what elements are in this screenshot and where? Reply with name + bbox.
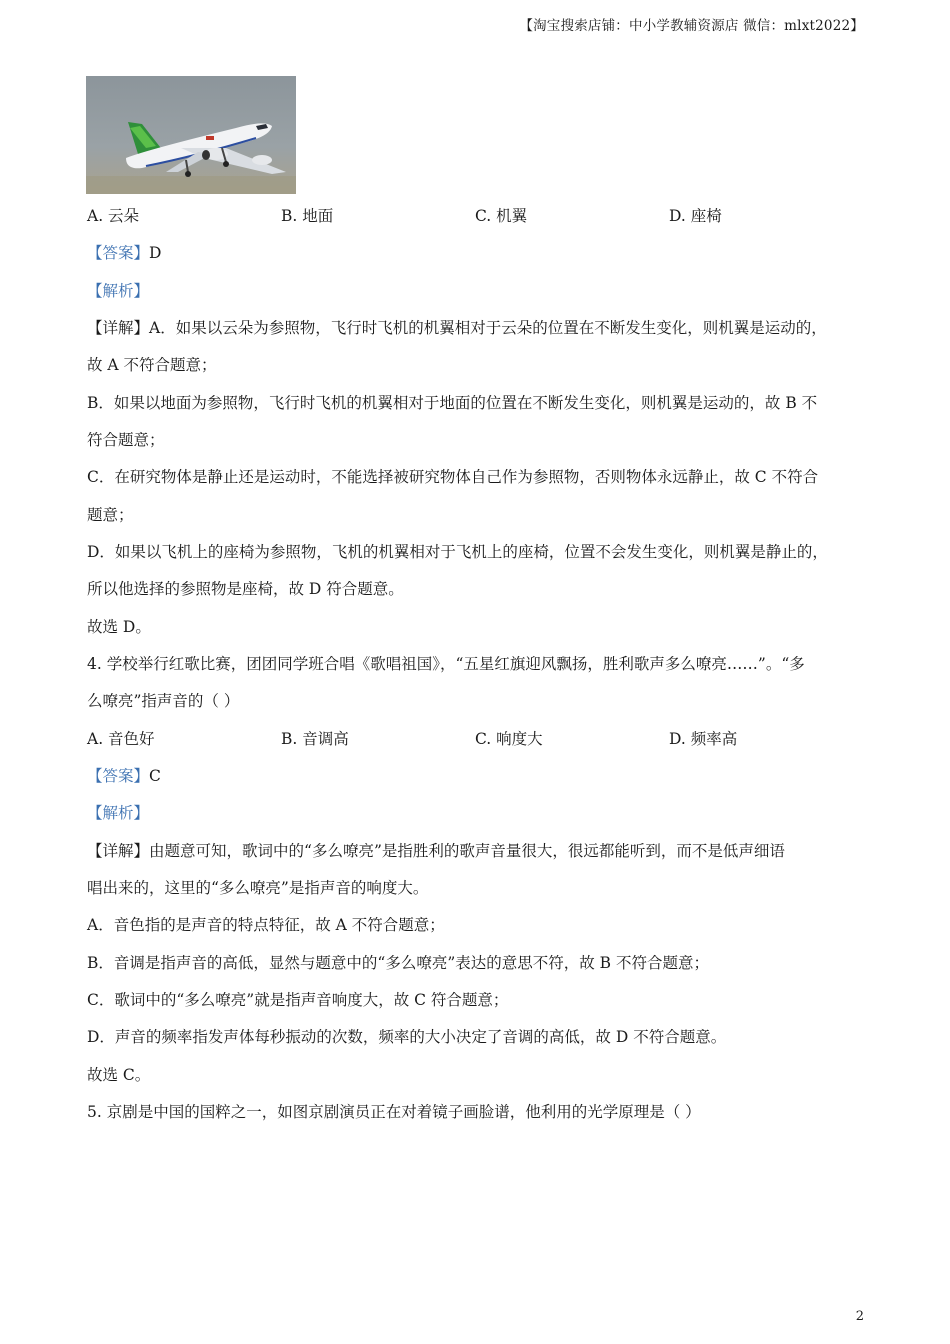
q4-detail-line: 唱出来的，这里的“多么嘹亮”是指声音的响度大。: [87, 879, 429, 897]
answer-tag: 【答案】: [87, 244, 150, 262]
q4-detail-line: [87, 841, 785, 861]
q4-option-d: D. 频率高: [669, 730, 738, 748]
q3-detail-line: 符合题意；: [87, 431, 165, 449]
q4-conclusion: 故选 C。: [87, 1066, 151, 1084]
q3-option-c: C. 机翼: [475, 207, 528, 225]
answer-value: D: [149, 244, 162, 262]
q4-option-b: B. 音调高: [281, 730, 349, 748]
q4-option-c: C. 响度大: [475, 730, 543, 748]
q3-analysis-tag: 【解析】: [87, 282, 150, 300]
q4-detail-line: C．歌词中的“多么嘹亮”就是指声音响度大，故 C 符合题意；: [87, 991, 509, 1009]
q3-detail-line: D．如果以飞机上的座椅为参照物，飞机的机翼相对于飞机上的座椅，位置不会发生变化，则机翼是静止的，: [87, 543, 828, 561]
q4-stem: 么嘹亮”指声音的（ ）: [87, 692, 240, 710]
q3-option-d: D. 座椅: [669, 207, 722, 225]
q4-stem: 4. 学校举行红歌比赛，团团同学班合唱《歌唱祖国》，“五星红旗迎风飘扬，胜利歌声多么嘹亮……”。“多: [87, 655, 805, 673]
answer-tag: 【答案】: [87, 767, 150, 785]
detail-text: 由题意可知，歌词中的“多么嘹亮”是指胜利的歌声音量很大，很远都能听到，而不是低声细语: [149, 842, 785, 860]
q3-detail-line: B．如果以地面为参照物，飞行时飞机的机翼相对于地面的位置在不断发生变化，则机翼是运动的，故 B 不: [87, 394, 818, 412]
answer-value: C: [149, 767, 161, 785]
q3-option-b: B. 地面: [281, 207, 334, 225]
q3-detail-line: 题意；: [87, 506, 134, 524]
q4-option-a: A. 音色好: [87, 730, 155, 748]
detail-tag: 【详解】: [87, 842, 150, 860]
q3-conclusion: 故选 D。: [87, 618, 151, 636]
q5-stem: 5. 京剧是中国的国粹之一，如图京剧演员正在对着镜子画脸谱，他利用的光学原理是（ ）: [87, 1103, 701, 1121]
q3-answer: [87, 243, 161, 263]
q4-detail-line: D．声音的频率指发声体每秒振动的次数，频率的大小决定了音调的高低，故 D 不符合题意。: [87, 1028, 727, 1046]
detail-tag: 【详解】: [87, 319, 150, 337]
page-number: 2: [855, 1309, 864, 1324]
q3-detail-line: [87, 318, 827, 338]
q3-detail-line: 故 A 不符合题意；: [87, 356, 217, 374]
q4-detail-line: B．音调是指声音的高低，显然与题意中的“多么嘹亮”表达的意思不符，故 B 不符合题意；: [87, 954, 709, 972]
q4-answer: [87, 766, 161, 786]
page-header: 【淘宝搜索店铺：中小学教辅资源店 微信：mlxt2022】: [519, 18, 864, 34]
q4-analysis-tag: 【解析】: [87, 804, 150, 822]
q4-detail-line: A．音色指的是声音的特点特征，故 A 不符合题意；: [87, 916, 445, 934]
q3-detail-line: 所以他选择的参照物是座椅，故 D 符合题意。: [87, 580, 404, 598]
q3-option-a: A. 云朵: [87, 207, 140, 225]
q3-detail-line: C．在研究物体是静止还是运动时，不能选择被研究物体自己作为参照物，否则物体永远静止，故 C 不符合: [87, 468, 819, 486]
detail-text: A．如果以云朵为参照物，飞行时飞机的机翼相对于云朵的位置在不断发生变化，则机翼是运动的，: [149, 319, 827, 337]
airplane-photo: [86, 76, 296, 194]
